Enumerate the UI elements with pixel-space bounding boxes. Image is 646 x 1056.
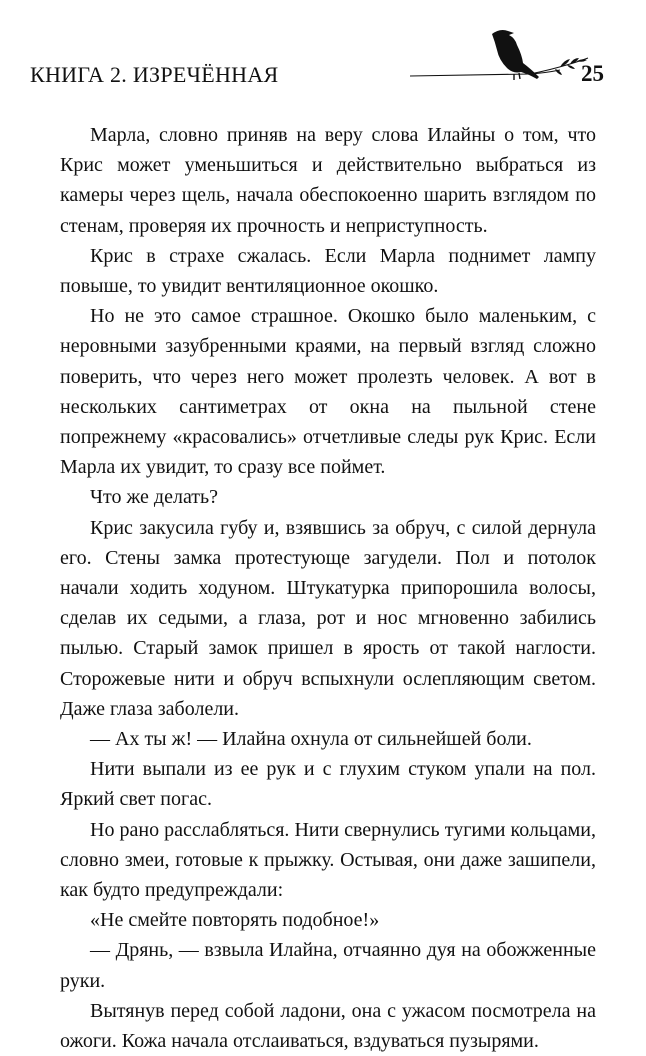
running-title: КНИГА 2. ИЗРЕЧЁННАЯ [30, 62, 279, 87]
paragraph: — Дрянь, — взвыла Илайна, отчаянно дуя на обожженные руки. [60, 939, 596, 992]
paragraph: Крис закусила губу и, взявшись за обруч, с силой дернула его. Стены замка протестующе загудели. Пол и потолок начали ходить ходуном. Штукатурка припорошила волосы, сделав их седыми, а глаза, рот и нос мгновенно забились пылью. Старый замок пришел в ярость от такой наглости. Сторожевые нити и обруч вспыхнули ослепляющим светом. Даже глаза заболели. [60, 516, 596, 720]
paragraph: «Не смейте повторять подобное!» [90, 909, 380, 932]
page-header [30, 54, 604, 90]
paragraph: — Ах ты ж! — Илайна охнула от сильнейшей боли. [90, 728, 532, 751]
paragraph: Но рано расслабляться. Нити свернулись тугими кольцами, словно змеи, готовые к прыжку. Остывая, они даже зашипели, как будто предупреждали: [60, 818, 596, 902]
page-number: 25 [581, 61, 604, 86]
paragraph: Но не это самое страшное. Окошко было маленьким, с неровными зазубренными краями, на первый взгляд сложно поверить, что через него может пролезть человек. А вот в нескольких сантиметрах от окна на пыльной стене попрежнему «красовались» отчетливые следы рук Крис. Если Марла их увидит, то сразу все поймет. [60, 305, 596, 479]
paragraph: Нити выпали из ее рук и с глухим стуком упали на пол. Яркий свет погас. [60, 758, 596, 811]
body-text [60, 120, 596, 1056]
paragraph: Вытянув перед собой ладони, она с ужасом посмотрела на ожоги. Кожа начала отслаиваться, вздуваться пузырями. [60, 999, 596, 1053]
raven-on-branch-icon [410, 24, 595, 94]
paragraph: Крис в страхе сжалась. Если Марла поднимет лампу повыше, то увидит вентиляционное окошко. [60, 244, 596, 298]
paragraph: Марла, словно приняв на веру слова Илайны о том, что Крис может уменьшиться и действительно выбраться из камеры через щель, начала обеспокоенно шарить взглядом по стенам, проверяя их прочность и неприступность. [60, 124, 596, 237]
paragraph: Что же делать? [90, 486, 219, 509]
